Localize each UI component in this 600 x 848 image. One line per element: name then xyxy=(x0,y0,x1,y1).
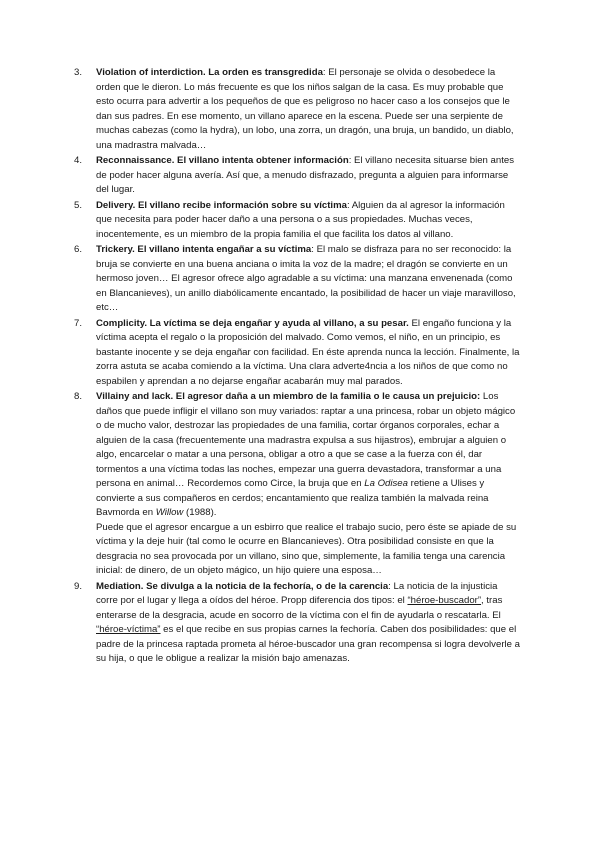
item-text: : El malo se disfraza para no ser reconocido: la bruja se convierte en una buena anciana o imita la voz de la madre; el dragón se convierte en un hermoso joven… El agresor ofrece algo agradable a su víctima: una manzana envenenada (como en Blancanieves), un anillo diabólicamente encantado, la posibilidad de hacer un viaje maravilloso, etc… xyxy=(96,244,516,313)
list-item xyxy=(74,580,522,667)
item-number: 9. xyxy=(74,580,83,592)
item-heading: Delivery. El villano recibe información sobre su víctima xyxy=(96,199,347,211)
item-text: El engaño funciona y la víctima acepta el regalo o la proposición del malvado. Como vemos, el niño, en un principio, es bastante inocente y se deja engañar con facilidad. En éste aprenda nunca la lección. Finalmente, la zorra astuta se acaba comiendo a la víctima. Una clara adverte4ncia a los niños de que como no espabilen y aprendan a no dejarse engañar acabarán muy mal parados. xyxy=(96,317,520,387)
item-text: : Alguien da al agresor la información que necesita para poder hacer daño a una persona o a sus propiedades. Muchas veces, inocentemente, es un miembro de la propia familia el que facilita los datos al villano. xyxy=(96,199,505,240)
item-text: : El personaje se olvida o desobedece la orden que le dieron. Lo más frecuente es que los niños salgan de la casa. Es muy probable que esto ocurra para advertir a los pequeños de que es peligroso no hacer caso a los consejos que le dan sus padres. En ese momento, un villano aparece en la escena. Puede ser una serpiente de muchas cabezas (como la hydra), un lobo, una zorra, un dragón, una bruja, un bandido, un diablo, una madrastra malvada… xyxy=(96,67,514,151)
item-heading: Mediation. Se divulga a la noticia de la fechoría, o de la carencia xyxy=(96,580,389,592)
work-title: La Odisea xyxy=(364,478,408,489)
item-continuation: Puede que el agresor encargue a un esbirro que realice el trabajo sucio, pero éste se apiade de su víctima y la deje huir (tal como le ocurre en Blancanieves). Otra posibilidad consiste en que la desgracia no sea provocada por un villano, sino que, simplemente, la familia tenga una carencia inicial: de dinero, de un objeto mágico, un hijo quiere una esposa… xyxy=(96,521,517,576)
list-item xyxy=(74,199,522,243)
work-title: Willow xyxy=(155,507,184,518)
item-heading: Reconnaissance. El villano intenta obtener información xyxy=(96,155,349,166)
item-text: Los daños que puede infligir el villano son muy variados: raptar a una princesa, robar un objeto mágico o de mucho valor, destrozar las propiedades de una familia, cortar órganos corporales, echar a alguien de la casa (frecuentemente una madrastra expulsa a sus hijastros), embrujar a alguien o algo, encarcelar o matar a una persona, obligar a otro a que se case a la fuerza con él, dar tormentos a una víctima todas las noches, empezar una guerra devastadora, transformar a una persona en animal… Recordemos como Circe, la bruja que en xyxy=(96,391,516,489)
item-number: 6. xyxy=(74,244,83,255)
item-heading: Trickery. El villano intenta engañar a su víctima xyxy=(96,244,312,255)
item-heading: Villainy and lack. El agresor daña a un miembro de la familia o le causa un prejuicio: xyxy=(96,391,481,402)
functions-list xyxy=(74,66,522,668)
item-text: es el que recibe en sus propias carnes la fechoría. Caben dos posibilidades: que el padre de la princesa raptada prometa al héroe-buscador una gran recompensa si logra devolverle a su hija, o que le obligue a realizar la misión bajo amenazas. xyxy=(96,624,520,664)
item-text: retiene a Ulises y convierte a sus compañeros en cerdos; encantamiento que realiza también la malvada reina Bavmorda en xyxy=(96,478,489,518)
item-heading: Violation of interdiction. La orden es transgredida xyxy=(96,67,323,78)
term-underlined: “héroe-buscador” xyxy=(407,595,482,606)
item-number: 3. xyxy=(74,67,83,78)
item-text: : La noticia de la injusticia corre por el lugar y llega a oídos del héroe. Propp diferencia dos tipos: el xyxy=(96,580,498,606)
list-item xyxy=(74,66,522,153)
list-item xyxy=(74,390,522,579)
term-underlined: “héroe-víctima” xyxy=(96,624,161,635)
item-text: : El villano necesita situarse bien antes de poder hacer alguna avería. Así que, a menudo disfrazado, pregunta a alguien para informarse del lugar. xyxy=(96,155,515,195)
list-item xyxy=(74,317,522,390)
item-number: 8. xyxy=(74,391,83,402)
item-number: 4. xyxy=(74,155,83,166)
item-number: 5. xyxy=(74,199,83,211)
item-text: , tras enterarse de la desgracia, acude en socorro de la víctima con el fin de ayudarla o rescatarla. El xyxy=(96,595,503,621)
list-item xyxy=(74,154,522,198)
item-heading: Complicity. La víctima se deja engañar y ayuda al villano, a su pesar. xyxy=(96,317,409,329)
item-text: (1988). xyxy=(183,507,217,518)
list-item xyxy=(74,243,522,316)
item-number: 7. xyxy=(74,317,83,329)
